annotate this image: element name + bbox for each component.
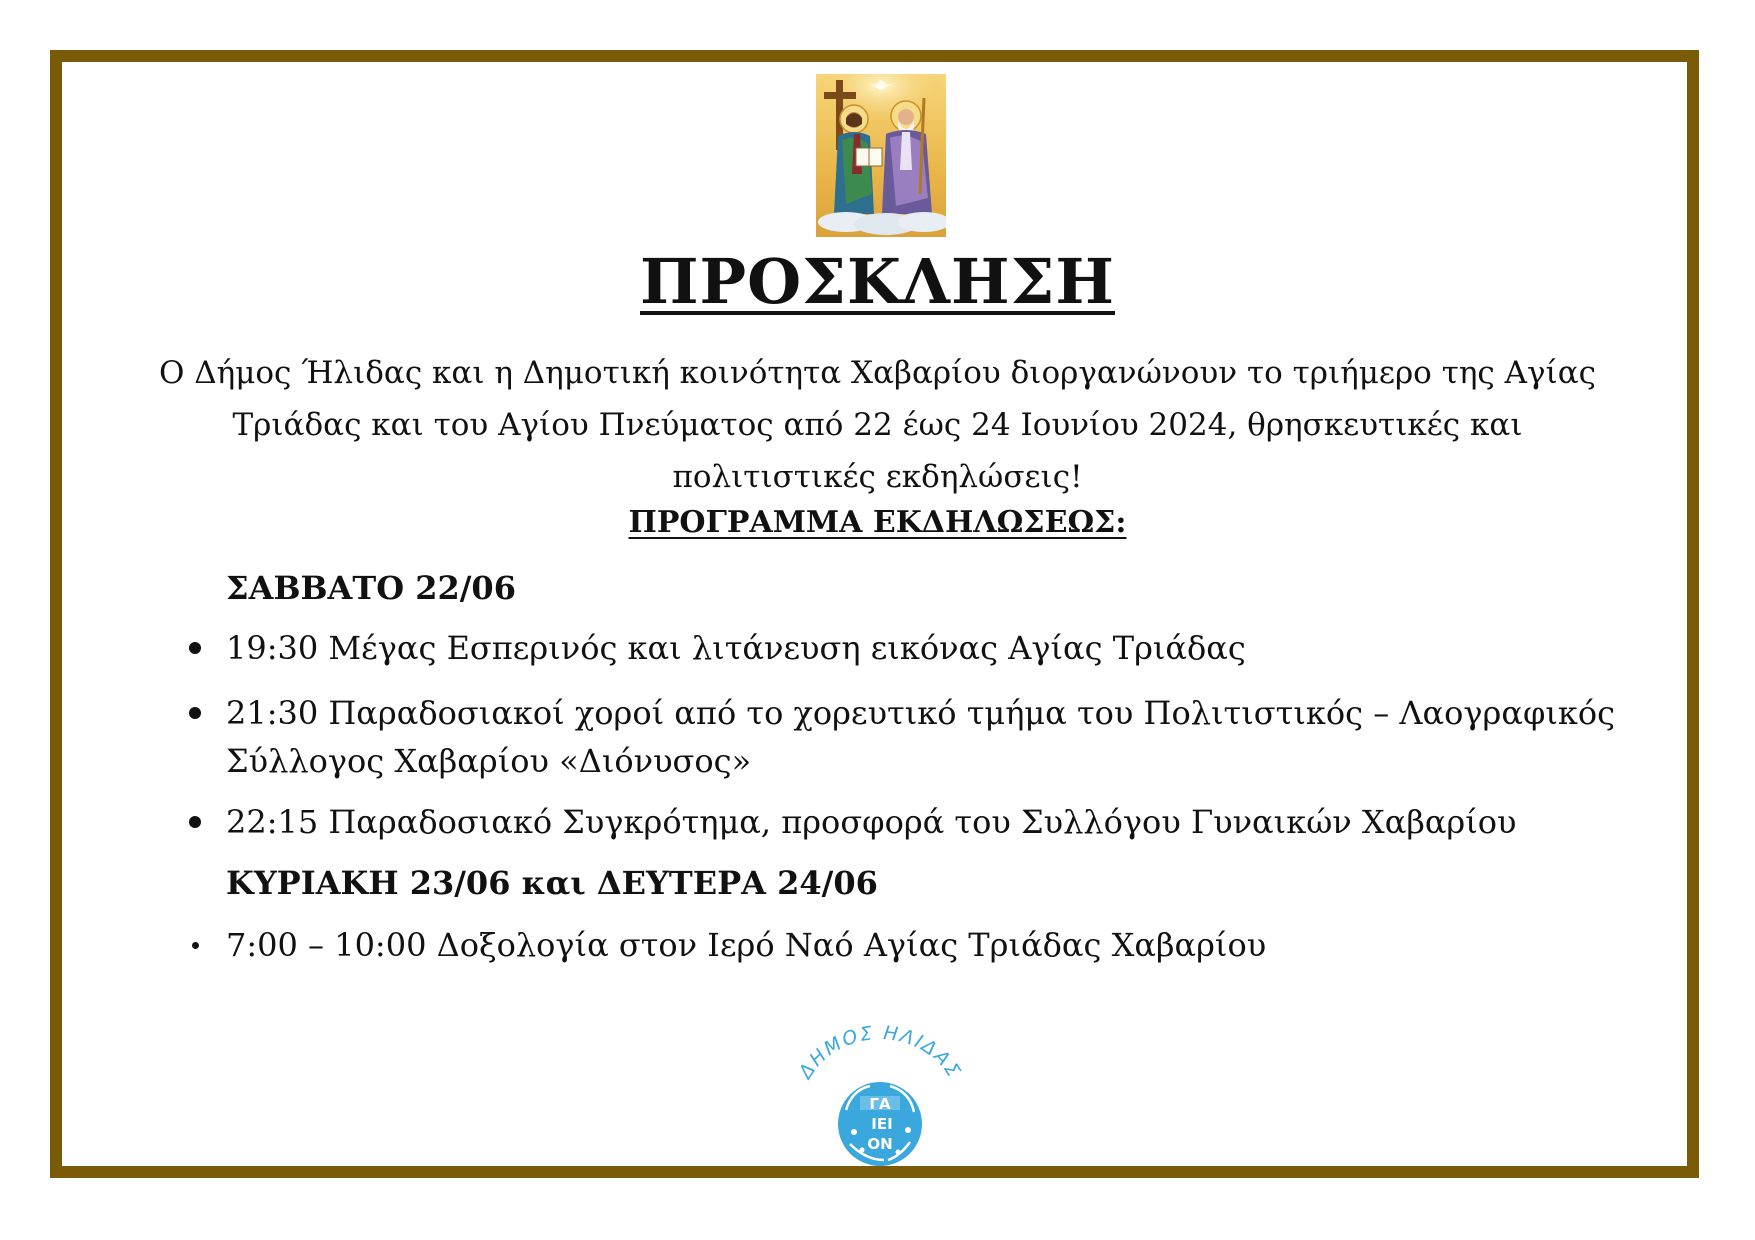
- list-item: [226, 798, 1666, 846]
- page-title: ΠΡΟΣΚΛΗΣΗ: [640, 245, 1115, 318]
- logo-center-text: ΙΕΙ: [871, 1115, 893, 1133]
- holy-trinity-icon: [816, 74, 946, 237]
- bullet-icon: [189, 642, 201, 654]
- intro-line: πολιτιστικές εκδηλώσεις!: [672, 459, 1083, 495]
- bullet-icon: [189, 707, 201, 719]
- list-item-text: 21:30 Παραδοσιακοί χοροί από το χορευτικό τμήμα του Πολιτιστικός – Λαογραφικός: [226, 694, 1616, 732]
- day-heading-saturday: ΣΑΒΒΑΤΟ 22/06: [226, 569, 516, 607]
- intro-line: Τριάδας και του Αγίου Πνεύματος από 22 έως 24 Ιουνίου 2024, θρησκευτικές και: [232, 407, 1523, 443]
- logo-arc-text: ΔΗΜΟΣ ΗΛΙΔΑΣ: [794, 1022, 966, 1083]
- list-item-text: 22:15 Παραδοσιακό Συγκρότημα, προσφορά του Συλλόγου Γυναικών Χαβαρίου: [226, 803, 1517, 841]
- logo-center-text: ΓΑ: [869, 1095, 891, 1113]
- list-item-text: 19:30 Μέγας Εσπερινός και λιτάνευση εικόνας Αγίας Τριάδας: [226, 629, 1246, 667]
- day-heading-sunday-monday: ΚΥΡΙΑΚΗ 23/06 και ΔΕΥΤΕΡΑ 24/06: [226, 864, 878, 902]
- list-item-text: 7:00 – 10:00 Δοξολογία στον Ιερό Ναό Αγίας Τριάδας Χαβαρίου: [226, 926, 1267, 964]
- intro-line: Ο Δήμος Ήλιδας και η Δημοτική κοινότητα Χαβαρίου διοργανώνουν το τριήμερο της Αγίας: [158, 355, 1597, 391]
- municipality-logo: [780, 1020, 980, 1170]
- list-item-text: Σύλλογος Χαβαρίου «Διόνυσος»: [226, 742, 752, 780]
- logo-center-text: ΟΝ: [867, 1135, 893, 1153]
- list-item: [226, 921, 1666, 969]
- bullet-icon: [192, 942, 199, 949]
- svg-text:ΔΗΜΟΣ ΗΛΙΔΑΣ: [793, 1022, 965, 1084]
- bullet-icon: [189, 816, 201, 828]
- intro-paragraph: [140, 347, 1615, 503]
- program-heading: ΠΡΟΓΡΑΜΜΑ ΕΚΔΗΛΩΣΕΩΣ:: [628, 505, 1127, 540]
- list-item: [226, 624, 1666, 672]
- list-item: [226, 689, 1666, 785]
